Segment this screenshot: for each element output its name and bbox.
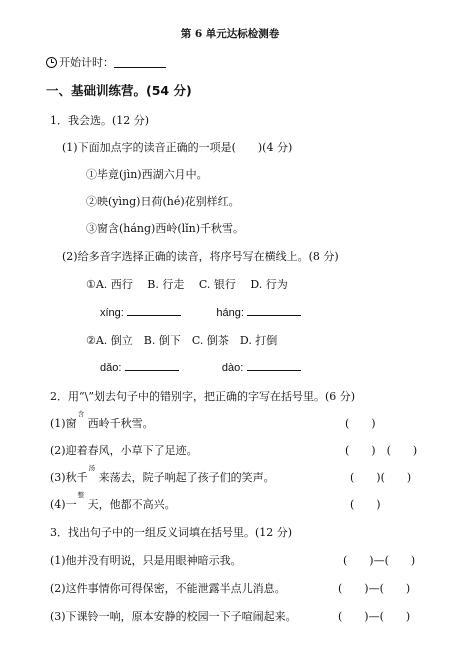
clock-icon — [46, 57, 57, 68]
marked-character — [77, 410, 88, 431]
start-timer — [46, 54, 166, 70]
annotation: 含 — [77, 410, 85, 418]
q3-item-3-blanks[interactable]: ( )—( ) — [338, 610, 411, 623]
q2-item-3 — [50, 464, 275, 485]
q3-item-2-blanks[interactable]: ( )—( ) — [338, 582, 411, 595]
marked-character — [88, 464, 99, 485]
q2-item-1-blanks[interactable]: ( ) — [345, 417, 376, 430]
q2-item-4 — [50, 491, 176, 512]
q3-item-1-blanks[interactable]: ( )—( ) — [343, 554, 416, 567]
answer-blank[interactable] — [247, 304, 301, 316]
text: 着春风，小草下了足迹。 — [76, 444, 198, 457]
q1-sub1-option-3: ③窗含(hán​g)西岭(lǐn)千秋雪。 — [86, 222, 245, 235]
text: 天，他都不高兴。 — [87, 498, 176, 511]
text: (2) — [50, 444, 66, 457]
q1-sub2-group1-options: ①A. 西行 B. 行走 C. 银行 D. 行为 — [86, 278, 288, 291]
timer-blank[interactable] — [114, 56, 166, 68]
answer-blank[interactable] — [127, 304, 181, 316]
marked-character: 迎 — [65, 444, 77, 457]
pinyin-label: háng: — [216, 307, 244, 319]
section-heading: 一、基础训练营。(54 分) — [46, 83, 192, 98]
q2-item-2-blanks[interactable]: ( ) ( ) — [345, 444, 418, 457]
q1-sub2-stem: (2)给多音字选择正确的读音，将序号写在横线上。(8 分) — [62, 250, 339, 263]
pinyin-label: dào: — [221, 362, 244, 374]
page-title: 第 6 单元达标检测卷 — [180, 28, 280, 40]
text: 西岭千秋雪。 — [87, 417, 154, 430]
pinyin-label: xíng: — [100, 307, 124, 319]
text: (3)秋千 — [50, 471, 88, 484]
q1-sub2-group2-options: ②A. 倒立 B. 倒下 C. 倒茶 D. 打倒 — [86, 334, 278, 347]
q2-item-1 — [50, 410, 154, 431]
annotation: 整 — [77, 491, 85, 499]
q2-item-4-blanks[interactable]: ( ) — [350, 498, 381, 511]
q1-sub1-option-2: ②映(yìng)日荷(hé)花别样红。 — [86, 195, 240, 208]
q2-stem: 2．用“\”划去句子中的错别字，把正确的字写在括号里。(6 分) — [50, 390, 356, 403]
q3-stem: 3．找出句子中的一组反义词填在括号里。(12 分) — [50, 526, 293, 539]
pinyin-label: dǎo: — [100, 362, 122, 374]
text: (4)一 — [50, 498, 77, 511]
q3-item-3: (3)下课铃一响，原本安静的校园一下子喧闹起来。 — [50, 610, 297, 623]
q2-item-2 — [50, 442, 198, 458]
timer-label: 开始计时： — [59, 56, 114, 69]
q3-item-2: (2)这件事情你可得保密，不能泄露半点儿消息。 — [50, 582, 286, 595]
q1-stem: 1．我会选。(12 分) — [50, 114, 150, 127]
answer-blank[interactable] — [125, 359, 179, 371]
q1-sub2-group1-answers — [100, 304, 301, 319]
q1-sub1-stem: (1)下面加点字的读音正确的一项是( )(4 分) — [62, 141, 293, 154]
q1-sub2-group2-answers — [100, 359, 301, 374]
q3-item-1: (1)他并没有明说，只是用眼神暗示我。 — [50, 554, 242, 567]
annotation: 汤 — [88, 464, 96, 472]
q2-item-3-blanks[interactable]: ( )( ) — [350, 471, 412, 484]
marked-character — [77, 491, 88, 512]
text: (1)窗 — [50, 417, 77, 430]
q1-sub1-option-1: ①毕竟(jìn)西湖六月中。 — [86, 168, 208, 181]
answer-blank[interactable] — [247, 359, 301, 371]
text: 来荡去，院子响起了孩子们的笑声。 — [98, 471, 275, 484]
